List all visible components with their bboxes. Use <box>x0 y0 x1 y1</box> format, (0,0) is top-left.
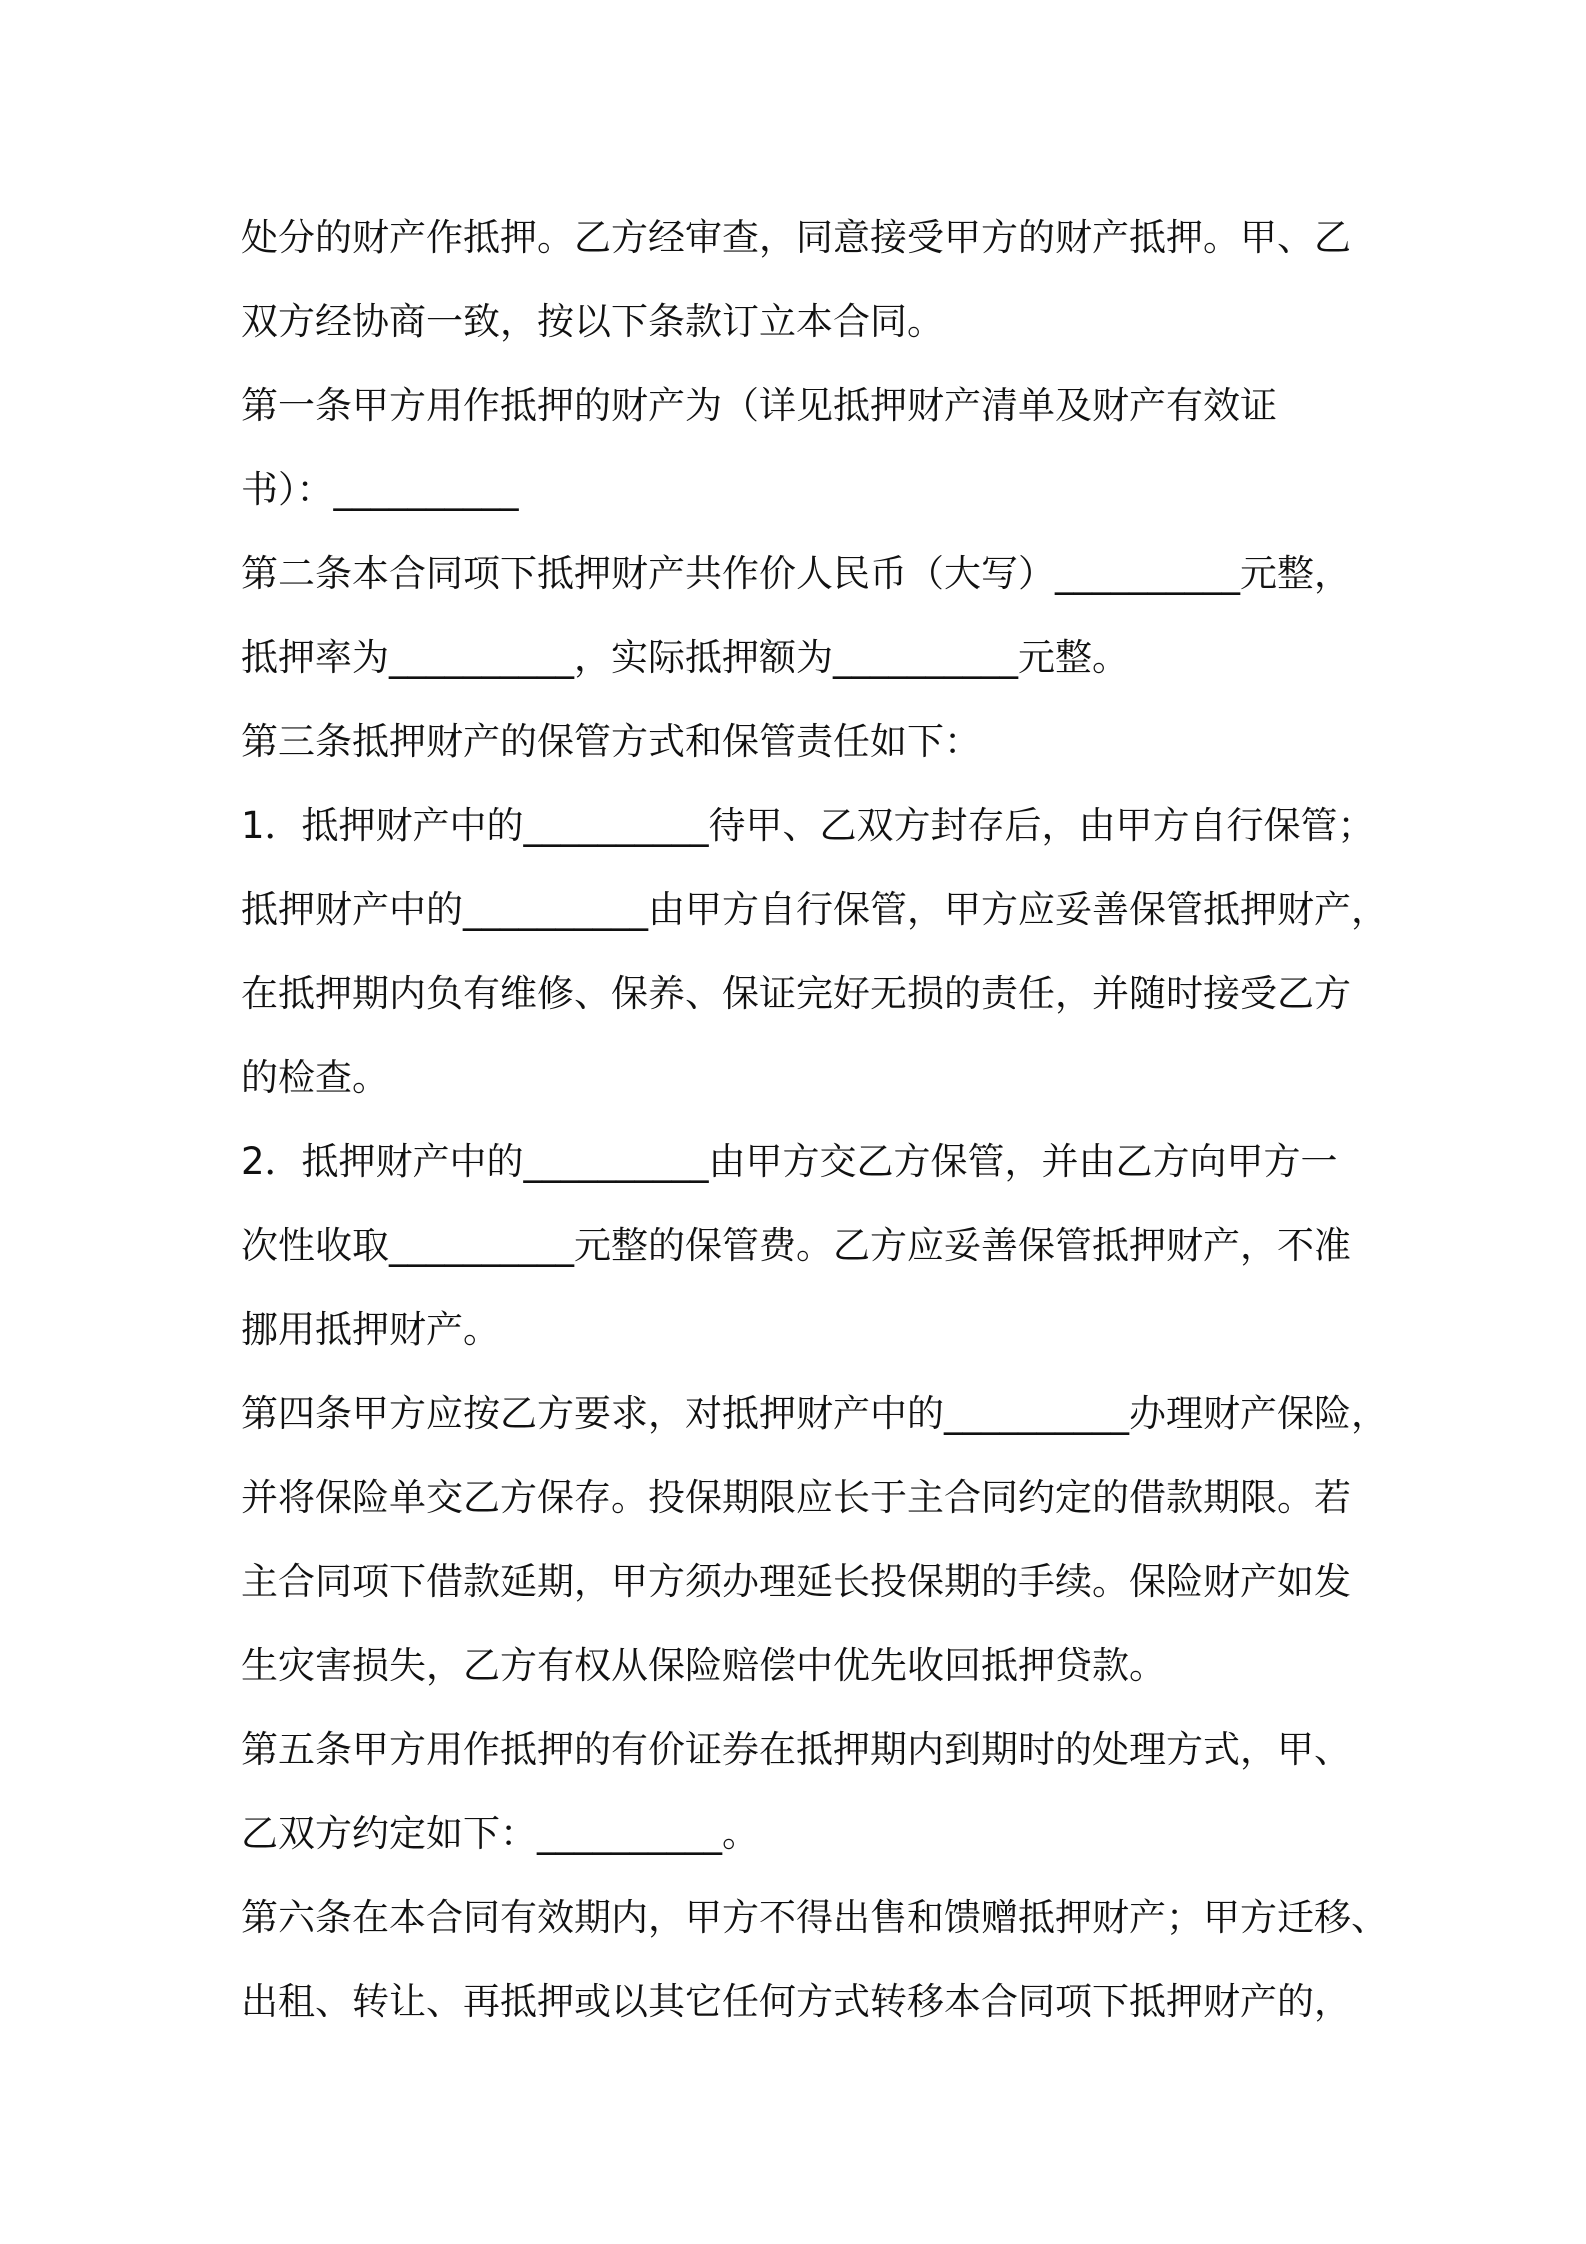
text-line: 处分的财产作抵押。乙方经审查，同意接受甲方的财产抵押。甲、乙 <box>241 216 1351 259</box>
text-line: 第六条在本合同有效期内，甲方不得出售和馈赠抵押财产；甲方迁移、 <box>241 1896 1388 1939</box>
text-line: 的检查。 <box>241 1056 389 1099</box>
contract-text <box>241 196 1386 2044</box>
text-line: 并将保险单交乙方保存。投保期限应长于主合同约定的借款期限。若 <box>241 1476 1351 1519</box>
text-line: 次性收取__________元整的保管费。乙方应妥善保管抵押财产，不准 <box>241 1224 1351 1267</box>
text-line: 第四条甲方应按乙方要求，对抵押财产中的__________办理财产保险， <box>241 1392 1388 1435</box>
text-line: 抵押财产中的__________由甲方自行保管，甲方应妥善保管抵押财产， <box>241 888 1388 931</box>
text-line: 生灾害损失，乙方有权从保险赔偿中优先收回抵押贷款。 <box>241 1644 1166 1687</box>
text-line: 2．抵押财产中的__________由甲方交乙方保管，并由乙方向甲方一 <box>241 1140 1338 1183</box>
text-line: 第一条甲方用作抵押的财产为（详见抵押财产清单及财产有效证 <box>241 384 1277 427</box>
text-line: 1．抵押财产中的__________待甲、乙双方封存后，由甲方自行保管； <box>241 804 1375 847</box>
text-line: 双方经协商一致，按以下条款订立本合同。 <box>241 300 944 343</box>
text-line: 抵押率为__________，实际抵押额为__________元整。 <box>241 636 1129 679</box>
text-line: 第二条本合同项下抵押财产共作价人民币（大写）__________元整， <box>241 552 1351 595</box>
text-line: 书）：__________ <box>241 468 519 511</box>
text-line: 出租、转让、再抵押或以其它任何方式转移本合同项下抵押财产的， <box>241 1980 1351 2023</box>
text-line: 在抵押期内负有维修、保养、保证完好无损的责任，并随时接受乙方 <box>241 972 1351 1015</box>
text-line: 主合同项下借款延期，甲方须办理延长投保期的手续。保险财产如发 <box>241 1560 1351 1603</box>
text-line: 挪用抵押财产。 <box>241 1308 500 1351</box>
text-line: 第三条抵押财产的保管方式和保管责任如下： <box>241 720 981 763</box>
text-line: 乙双方约定如下：__________。 <box>241 1812 759 1855</box>
text-line: 第五条甲方用作抵押的有价证券在抵押期内到期时的处理方式，甲、 <box>241 1728 1351 1771</box>
